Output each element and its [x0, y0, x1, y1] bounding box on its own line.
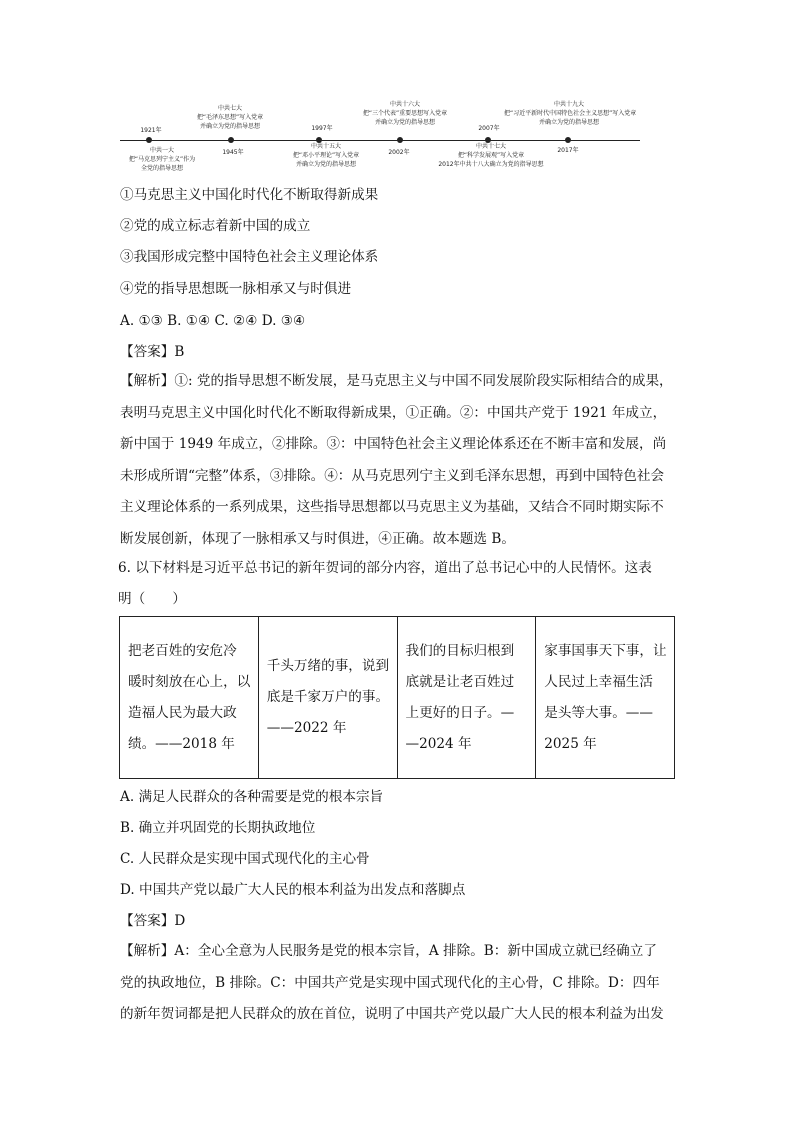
event-desc: 把“科学发展观”写入党章 [457, 152, 525, 159]
quote-line: 我们的目标归根到 [405, 642, 515, 659]
event-desc: 把“三个代表”重要思想写入党章 [362, 110, 448, 117]
timeline-event-below [114, 146, 210, 173]
q6-option: A. 满足人民群众的各种需要是党的根本宗旨 [120, 789, 384, 805]
timeline-year: 2007年 [478, 125, 500, 132]
analysis-text: 表明马克思主义中国化时代化不断取得新成果，①正确。②：中国共产党于 1921 年成立， [120, 404, 667, 421]
event-title: 中共十九大 [553, 101, 584, 108]
q6-option: B. 确立并巩固党的长期执政地位 [120, 820, 316, 836]
quote-line: 造福人民为最大政 [128, 704, 237, 721]
timeline-axis [120, 140, 640, 141]
quote-table [119, 616, 675, 779]
q6-stem: 6. 以下材料是习近平总书记的新年贺词的部分内容，道出了总书记心中的人民情怀。这表 [118, 560, 652, 576]
analysis-text: 未形成所谓“完整”体系，③排除。④：从马克思列宁主义到毛泽东思想，再到中国特色社会 [120, 467, 665, 484]
q5-option: ③我国形成完整中国特色社会主义理论体系 [120, 249, 379, 265]
q5-answer: 【答案】B [120, 344, 185, 360]
event-desc: 2012年中共十八大确立为党的指导思想 [438, 161, 544, 168]
quote-line: 底就是让老百姓过 [405, 673, 515, 690]
event-desc: 并确立为党的指导思想 [199, 123, 260, 130]
timeline-year: 1945年 [222, 149, 244, 156]
event-desc: 并确立为党的指导思想 [538, 119, 599, 126]
timeline-year: 1997年 [311, 125, 333, 132]
quote-cell-2022 [258, 617, 397, 779]
event-title: 中共十七大 [475, 143, 506, 150]
q5-option: ④党的指导思想既一脉相承又与时俱进 [120, 281, 352, 297]
table-row [120, 617, 675, 779]
quote-cell-2025 [536, 617, 675, 779]
analysis-text: A：全心全意为人民服务是党的根本宗旨，A 排除。B：新中国成立就已经确立了 [174, 943, 657, 959]
quote-line: 2025 年 [544, 735, 597, 752]
quote-line: 千头万绪的事，说到 [266, 658, 390, 674]
analysis-label: 【解析】 [120, 373, 175, 389]
q5-option: ②党的成立标志着新中国的成立 [120, 218, 311, 234]
quote-line: 上更好的日子。— [405, 704, 515, 721]
quote-line: 把老百姓的安危冷 [128, 642, 237, 659]
event-desc: 并确立为党的指导思想 [295, 161, 356, 168]
quote-line: —2024 年 [405, 735, 472, 752]
q6-option: D. 中国共产党以最广大人民的根本利益为出发点和落脚点 [120, 882, 466, 898]
quote-cell-2024 [397, 617, 536, 779]
timeline-event-below [424, 142, 558, 169]
quote-cell-2018 [120, 617, 259, 779]
analysis-text: 新中国于 1949 年成立，②排除。③：中国特色社会主义理论体系还在不断丰富和发展，尚 [120, 436, 667, 453]
event-title: 中共十六大 [389, 101, 420, 108]
event-desc: 全党的指导思想 [140, 165, 183, 172]
event-desc: 并确立为党的指导思想 [374, 119, 435, 126]
quote-line: 绩。——2018 年 [128, 735, 235, 752]
quote-line: 暖时刻放在心上，以 [128, 673, 251, 690]
timeline-event-above [350, 100, 460, 127]
q6-option: C. 人民群众是实现中国式现代化的主心骨 [120, 851, 370, 867]
q5-analysis [120, 366, 676, 556]
timeline-dot [565, 137, 571, 143]
timeline-dot [397, 137, 403, 143]
event-title: 中共一大 [149, 147, 174, 154]
event-title: 中共七大 [217, 105, 242, 112]
analysis-text: ①: 党的指导思想不断发展，是马克思主义与中国不同发展阶段实际相结合的成果， [174, 373, 673, 389]
analysis-label: 【解析】 [120, 943, 175, 959]
quote-line: 人民过上幸福生活 [544, 673, 653, 690]
event-desc: 把“毛泽东思想”写入党章 [196, 114, 264, 121]
q5-choices: A. ①③ B. ①④ C. ②④ D. ③④ [120, 313, 306, 329]
quote-line: ——2022 年 [266, 720, 347, 736]
timeline-event-above [504, 100, 637, 127]
q5-option: ①马克思主义中国化时代化不断取得新成果 [120, 187, 379, 203]
timeline-event-below [278, 142, 374, 169]
analysis-text: 主义理论体系的一系列成果，这些指导思想都以马克思主义为基础，又结合不同时期实际不 [120, 499, 664, 516]
quote-line: 家事国事天下事，让 [544, 642, 667, 659]
timeline-year: 2002年 [388, 149, 410, 156]
analysis-text: 断发展创新，体现了一脉相承又与时俱进，④正确。故本题选 B。 [120, 530, 515, 547]
analysis-text: 的新年贺词都是把人民群众的放在首位，说明了中国共产党以最广大人民的根本利益为出发 [120, 1006, 664, 1023]
timeline-dot [146, 137, 152, 143]
q6-answer: 【答案】D [120, 913, 186, 929]
event-desc: 把“习近平新时代中国特色社会主义思想”写入党章 [504, 110, 637, 117]
quote-line: 底是千家万户的事。 [266, 689, 390, 705]
timeline-year: 2017年 [557, 147, 579, 154]
analysis-text: 党的执政地位，B 排除。C：中国共产党是实现中国式现代化的主心骨，C 排除。D：四年 [120, 974, 660, 991]
q6-analysis [120, 936, 676, 1031]
q6-stem: 明（ ） [118, 591, 186, 607]
timeline-figure [118, 94, 648, 174]
event-desc: 把“邓小平理论”写入党章 [292, 152, 360, 159]
timeline-year: 1921年 [140, 127, 162, 134]
timeline-event-above [190, 104, 270, 131]
event-desc: 把“马克思列宁主义”作为 [128, 156, 196, 163]
timeline-dot [228, 137, 234, 143]
event-title: 中共十五大 [310, 143, 341, 150]
quote-line: 是头等大事。—— [544, 704, 653, 721]
